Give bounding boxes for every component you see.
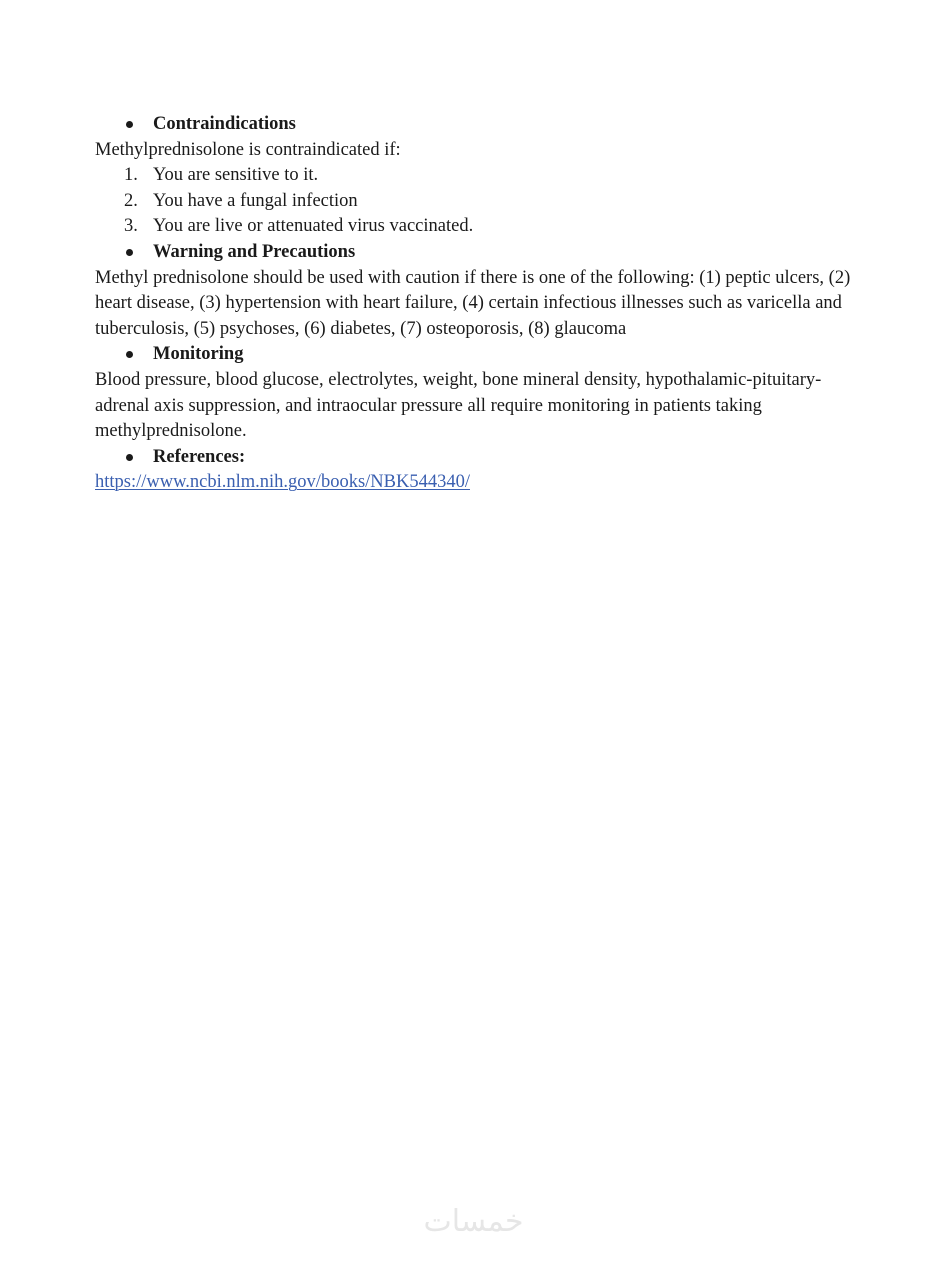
bullet-icon [126,454,133,461]
references-line [95,470,855,496]
bullet-icon [126,249,133,256]
warnings-paragraph: Methyl prednisolone should be used with caution if there is one of the following: (1) peptic ulcers, (2) heart disease, (3) hypertension with heart failure, (4) certain infectious illnesses such as varicella and tuberculosis, (5) psychoses, (6) diabetes, (7) osteoporosis, (8) glaucoma [95,267,851,339]
section-heading-references [95,445,855,471]
bullet-icon [126,351,133,358]
heading-text: Monitoring [153,344,244,365]
section-heading-monitoring [95,342,855,368]
list-item-number: 3. [124,216,138,237]
heading-text: References: [153,446,246,467]
list-item-text: You are live or attenuated virus vaccinated. [153,216,474,237]
section-heading-warnings [95,240,855,266]
contraindications-intro: Methylprednisolone is contraindicated if: [95,139,401,160]
list-item [95,214,855,240]
list-item-number: 2. [124,190,138,211]
document-body [95,112,855,496]
contraindications-list [95,163,855,240]
list-item [95,189,855,215]
bullet-icon [126,121,133,128]
list-item-text: You have a fungal infection [153,190,358,211]
reference-link[interactable]: https://www.ncbi.nlm.nih.gov/books/NBK544340/ [95,472,470,493]
list-item-number: 1. [124,165,138,186]
section-heading-contraindications [95,112,855,138]
heading-text: Warning and Precautions [153,241,356,262]
list-item [95,163,855,189]
heading-text: Contraindications [153,114,296,134]
monitoring-paragraph: Blood pressure, blood glucose, electrolytes, weight, bone mineral density, hypothalamic-pituitary-adrenal axis suppression, and intraocular pressure all require monitoring in patients taking methylprednisolone. [95,369,822,442]
watermark-logo: خمسات [423,1204,524,1239]
list-item-text: You are sensitive to it. [153,165,319,186]
